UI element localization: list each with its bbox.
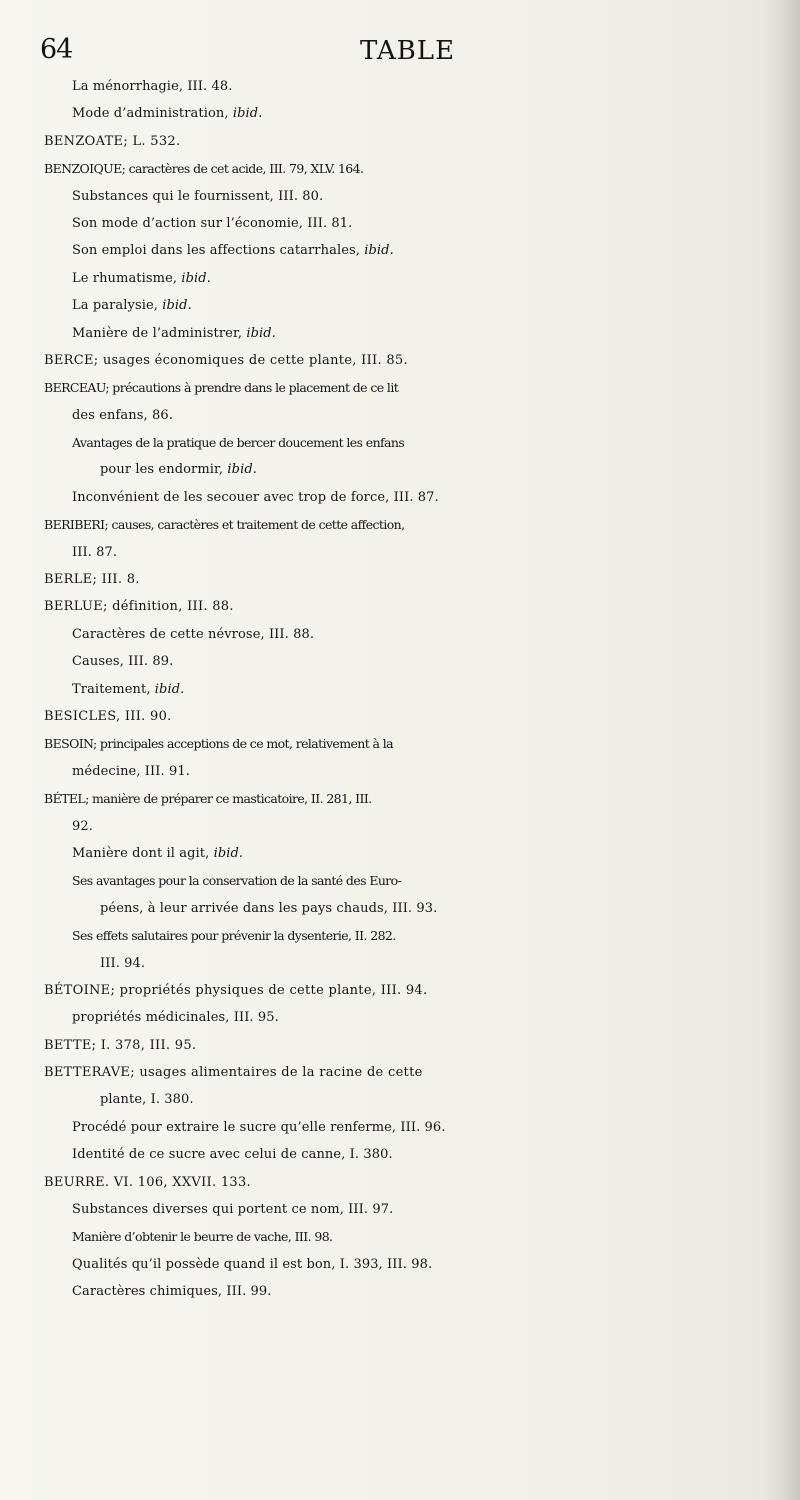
index-entry-subline	[0, 320, 800, 347]
index-entry-subline	[0, 265, 800, 292]
index-entry-subline	[0, 895, 800, 922]
entry-text: Caractères chimiques, III. 99.	[72, 1284, 272, 1300]
index-entry-heading	[0, 1059, 800, 1086]
index-entry-heading	[0, 730, 800, 757]
entry-text: péens, à leur arrivée dans les pays chauds, III. 93.	[100, 900, 438, 916]
running-head: TABLE	[360, 36, 456, 66]
index-entry-subline	[0, 922, 800, 949]
ibid-reference: ibid.	[232, 106, 263, 122]
entry-text: BÉTEL; manière de préparer ce masticatoire, II. 281, III.	[44, 791, 372, 807]
entry-text: Mode d’administration,	[72, 106, 233, 122]
index-entry-subline	[0, 237, 800, 264]
index-entry-subline	[0, 648, 800, 675]
entry-text: Inconvénient de les secouer avec trop de force, III. 87.	[72, 489, 439, 505]
entry-text: Qualités qu’il possède quand il est bon, I. 393, III. 98.	[72, 1256, 433, 1272]
entry-text: BETTE; I. 378, III. 95.	[44, 1037, 197, 1053]
entry-text: propriétés médicinales, III. 95.	[72, 1010, 279, 1026]
entry-text: BERCE; usages économiques de cette plante, III. 85.	[44, 352, 408, 368]
entry-text: La paralysie,	[72, 298, 163, 314]
entry-text: BERCEAU; précautions à prendre dans le placement de ce lit	[44, 380, 399, 396]
entry-text: Causes, III. 89.	[72, 654, 174, 670]
index-entry-heading	[0, 1032, 800, 1059]
index-entry-heading	[0, 128, 800, 155]
entry-text: Manière de l’administrer,	[72, 325, 247, 341]
entry-text: Identité de ce sucre avec celui de canne, I. 380.	[72, 1147, 393, 1163]
index-entry-subline	[0, 539, 800, 566]
ibid-reference: ibid.	[154, 681, 185, 697]
entry-text: des enfans, 86.	[72, 407, 173, 423]
index-entry-heading	[0, 347, 800, 374]
index-entry-subline	[0, 1114, 800, 1141]
index-entry-subline	[0, 758, 800, 785]
entry-text: BERLUE; définition, III. 88.	[44, 599, 234, 615]
entry-text: Son mode d’action sur l’économie, III. 81.	[72, 215, 353, 231]
index-entry-subline	[0, 292, 800, 319]
index-entry-heading	[0, 785, 800, 812]
index-entry-subline	[0, 1004, 800, 1031]
entry-text: BERIBERI; causes, caractères et traitement de cette affection,	[44, 517, 405, 533]
index-entry-subline	[0, 210, 800, 237]
entry-text: BERLE; III. 8.	[44, 572, 140, 588]
index-entry-subline	[0, 484, 800, 511]
index-entry-heading	[0, 977, 800, 1004]
index-entry-subline	[0, 950, 800, 977]
entry-text: La ménorrhagie, III. 48.	[72, 79, 233, 94]
entry-text: Manière d’obtenir le beurre de vache, III. 98.	[72, 1229, 333, 1245]
index-entry-subline	[0, 429, 800, 456]
index-entry-heading	[0, 511, 800, 538]
ibid-reference: ibid.	[227, 462, 257, 478]
index-entry-subline	[0, 1196, 800, 1223]
entry-text: Le rhumatisme,	[72, 270, 182, 286]
index-entry-subline	[0, 1141, 800, 1168]
index-entries	[0, 73, 800, 1306]
entry-text: BENZOIQUE; caractères de cet acide, III. 79, XLV. 164.	[44, 161, 364, 177]
index-entry-subline	[0, 1278, 800, 1305]
entry-text: BESOIN; principales acceptions de ce mot, relativement à la	[44, 736, 394, 752]
entry-text: Ses effets salutaires pour prévenir la dysenterie, II. 282.	[72, 928, 396, 944]
entry-text: BESICLES, III. 90.	[44, 708, 172, 724]
entry-text: médecine, III. 91.	[72, 763, 190, 779]
entry-text: BETTERAVE; usages alimentaires de la racine de cette	[44, 1065, 423, 1081]
entry-text: Substances qui le fournissent, III. 80.	[72, 188, 324, 204]
entry-text: BEURRE. VI. 106, XXVII. 133.	[44, 1174, 251, 1190]
index-entry-subline	[0, 456, 800, 483]
entry-text: BENZOATE; L. 532.	[44, 133, 181, 149]
ibid-reference: ibid.	[364, 243, 394, 259]
entry-text: plante, I. 380.	[100, 1092, 194, 1108]
entry-text: III. 87.	[72, 544, 118, 560]
entry-text: 92.	[72, 818, 93, 834]
page-number: 64	[40, 34, 73, 65]
index-entry-heading	[0, 155, 800, 182]
index-entry-subline	[0, 100, 800, 127]
entry-text: Son emploi dans les affections catarrhales,	[72, 243, 365, 259]
index-entry-subline	[0, 73, 800, 100]
index-entry-subline	[0, 867, 800, 894]
index-entry-heading	[0, 566, 800, 593]
index-entry-subline	[0, 1251, 800, 1278]
entry-text: Manière dont il agit,	[72, 845, 214, 861]
index-entry-subline	[0, 840, 800, 867]
ibid-reference: ibid.	[246, 325, 276, 341]
entry-text: BÉTOINE; propriétés physiques de cette plante, III. 94.	[44, 982, 428, 998]
index-entry-heading	[0, 1169, 800, 1196]
entry-text: Substances diverses qui portent ce nom, III. 97.	[72, 1202, 394, 1218]
entry-text: III. 94.	[100, 955, 146, 971]
entry-text: pour les endormir,	[100, 462, 228, 478]
entry-text: Ses avantages pour la conservation de la santé des Euro-	[72, 873, 402, 889]
ibid-reference: ibid.	[162, 298, 192, 314]
index-entry-subline	[0, 402, 800, 429]
ibid-reference: ibid.	[213, 845, 244, 861]
index-entry-subline	[0, 1086, 800, 1113]
index-entry-subline	[0, 676, 800, 703]
entry-text: Traitement,	[72, 681, 155, 697]
index-entry-heading	[0, 374, 800, 401]
index-entry-subline	[0, 1223, 800, 1250]
index-entry-subline	[0, 621, 800, 648]
entry-text: Avantages de la pratique de bercer doucement les enfans	[72, 435, 405, 451]
ibid-reference: ibid.	[181, 270, 211, 286]
index-entry-heading	[0, 593, 800, 620]
index-entry-heading	[0, 703, 800, 730]
index-entry-subline	[0, 813, 800, 840]
entry-text: Procédé pour extraire le sucre qu’elle renferme, III. 96.	[72, 1119, 446, 1135]
entry-text: Caractères de cette névrose, III. 88.	[72, 626, 315, 642]
page-header	[0, 34, 800, 70]
index-entry-subline	[0, 183, 800, 210]
